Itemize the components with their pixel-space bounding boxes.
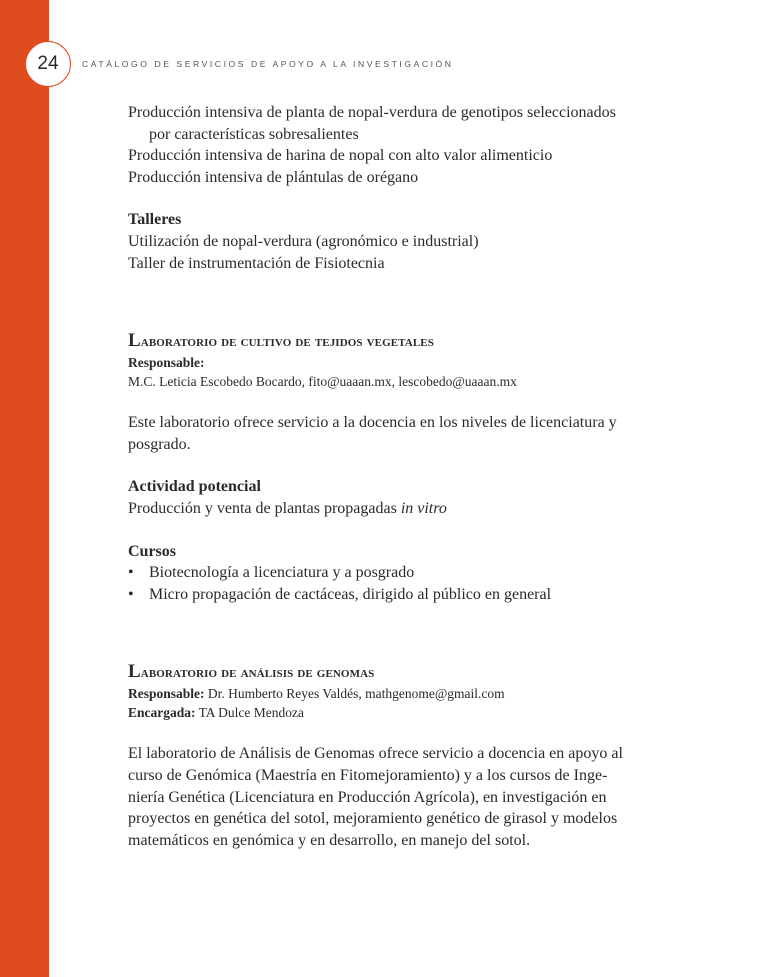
lab-genomas-section (128, 661, 660, 851)
lab-genomas-description: niería Genética (Licenciatura en Producción Agrícola), en investigación en (128, 788, 607, 806)
running-header: CATÁLOGO DE SERVICIOS DE APOYO A LA INVESTIGACIÓN (82, 59, 454, 69)
bullet-icon: • (128, 585, 134, 603)
intro-item: Producción intensiva de harina de nopal con alto valor alimenticio (128, 147, 553, 165)
intro-item: Producción intensiva de planta de nopal-verdura de genotipos seleccionados (128, 104, 616, 121)
taller-item: Utilización de nopal-verdura (agronómico e industrial) (128, 232, 479, 250)
intro-item: Producción intensiva de plántulas de orégano (128, 168, 419, 186)
lab-genomas-title: Laboratorio de análisis de genomas (128, 661, 375, 683)
page-content (128, 102, 660, 851)
page-number: 24 (37, 53, 59, 74)
actividad-text: Producción y venta de plantas propagadas in vitro (128, 499, 447, 517)
taller-item: Taller de instrumentación de Fisiotecnia (128, 254, 385, 272)
lab-cultivo-description: Este laboratorio ofrece servicio a la docencia en los niveles de licenciatura y (128, 414, 617, 432)
cursos-heading: Cursos (128, 542, 177, 560)
lab-cultivo-title: Laboratorio de cultivo de tejidos vegetales (128, 330, 434, 352)
responsable-value: M.C. Leticia Escobedo Bocardo, fito@uaaan.mx, lescobedo@uaaan.mx (128, 374, 517, 390)
encargada-line: Encargada: TA Dulce Mendoza (128, 705, 305, 721)
lab-cultivo-section (128, 330, 660, 605)
responsable-label: Responsable: (128, 355, 205, 371)
actividad-italic: in vitro (400, 499, 447, 517)
side-color-bar (0, 0, 49, 977)
intro-item-continuation: por características sobresalientes (149, 125, 359, 143)
actividad-heading: Actividad potencial (128, 478, 261, 496)
lab-cultivo-description-cont: posgrado. (128, 435, 191, 453)
lab-genomas-description: El laboratorio de Análisis de Genomas ofrece servicio a docencia en apoyo al (128, 745, 623, 763)
page-number-badge (25, 41, 71, 87)
lab-genomas-description: curso de Genómica (Maestría en Fitomejoramiento) y a los cursos de Inge- (128, 766, 608, 784)
lab-genomas-description: proyectos en genética del sotol, mejoramiento genético de girasol y modelos (128, 810, 618, 828)
bullet-icon: • (128, 564, 134, 582)
responsable-line: Responsable: Dr. Humberto Reyes Valdés, mathgenome@gmail.com (128, 686, 505, 702)
curso-item: • Biotecnología a licenciatura y a posgrado (128, 562, 660, 584)
talleres-heading: Talleres (128, 211, 182, 229)
curso-item: • Micro propagación de cactáceas, dirigido al público en general (128, 584, 660, 606)
lab-genomas-description: matemáticos en genómica y en desarrollo, en manejo del sotol. (128, 831, 531, 849)
